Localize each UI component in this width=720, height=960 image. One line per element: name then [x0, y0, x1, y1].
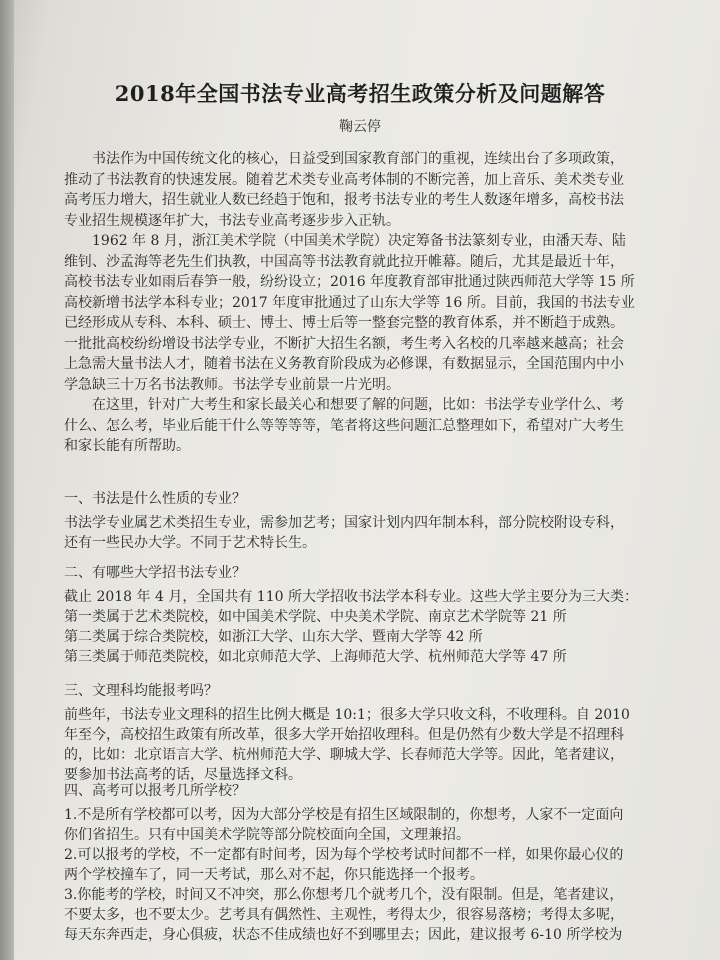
paragraph-line: 书法作为中国传统文化的核心，日益受到国家教育部门的重视，连续出台了多项政策，: [92, 151, 624, 167]
section-line: 截止 2018 年 4 月，全国共有 110 所大学招收书法学本科专业。这些大学主要分为三大类：: [64, 589, 638, 605]
paragraph-line: 高校书法专业如雨后春笋一般，纷纷设立；2016 年度教育部审批通过陕西师范大学等 15 所: [64, 274, 635, 290]
paragraph-line: 1962 年 8 月，浙江美术学院（中国美术学院）决定筹备书法篆刻专业，由潘天寿、陆: [92, 233, 626, 249]
section-line: 1.不是所有学校都可以考，因为大部分学校是有招生区域限制的，你想考，人家不一定面向: [64, 807, 624, 823]
paragraph-line: 学急缺三十万名书法教师。书法学专业前景一片光明。: [64, 376, 400, 393]
section-line: 第二类属于综合类院校，如浙江大学、山东大学、暨南大学等 42 所: [64, 629, 483, 645]
page-edge-shadow: [0, 0, 14, 960]
paragraph-line: 什么、怎么考，毕业后能干什么等等等等，笔者将这些问题汇总整理如下，希望对广大考生: [64, 417, 624, 434]
paragraph-line: 和家长能有所帮助。: [64, 438, 190, 454]
section-line: 前些年，书法专业文理科的招生比例大概是 10:1；很多大学只收文科，不收理科。自 2010: [64, 707, 630, 723]
paragraph-line: 在这里，针对广大考生和家长最关心和想要了解的问题，比如：书法学专业学什么、考: [92, 397, 624, 413]
section-heading: 三、文理科均能报考吗？: [64, 683, 218, 699]
paragraph-line: 已经形成从专科、本科、硕士、博士、博士后等一整套完整的教育体系，并不断趋于成熟。: [64, 315, 624, 331]
section-heading: 四、高考可以报考几所学校？: [64, 783, 246, 799]
author-name: 鞠云停: [339, 119, 381, 135]
paragraph-line: 专业招生规模逐年扩大，书法专业高考逐步步入正轨。: [64, 212, 400, 229]
section-heading: 一、书法是什么性质的专业？: [64, 491, 246, 507]
section-line: 的，比如：北京语言大学、杭州师范大学、聊城大学、长春师范大学等。因此，笔者建议，: [64, 747, 624, 763]
paragraph-line: 上急需大量书法人才，随着书法在义务教育阶段成为必修课，有数据显示，全国范围内中小: [64, 356, 624, 372]
section-line: 每天东奔西走，身心俱疲，状态不佳成绩也好不到哪里去；因此，建议报考 6-10 所学校为: [64, 927, 623, 943]
section-line: 2.可以报考的学校，不一定都有时间考，因为每个学校考试时间都不一样，如果你最心仪的: [64, 847, 624, 863]
section-line: 书法学专业属艺术类招生专业，需参加艺考；国家计划内四年制本科，部分院校附设专科，: [64, 515, 624, 531]
paragraph-line: 高考压力增大，招生就业人数已经趋于饱和，报考书法专业的考生人数逐年增多，高校书法: [64, 192, 624, 208]
section-line: 3.你能考的学校，时间又不冲突，那么你想考几个就考几个，没有限制。但是，笔者建议，: [64, 887, 624, 903]
section-line: 你们省招生。只有中国美术学院等部分院校面向全国，文理兼招。: [64, 827, 470, 843]
section-line: 还有一些民办大学。不同于艺术特长生。: [64, 535, 316, 551]
paragraph-line: 高校新增书法学本科专业；2017 年度审批通过了山东大学等 16 所。目前，我国的书法专业: [64, 294, 635, 311]
section-line: 两个学校撞车了，同一天考试，那么对不起，你只能选择一个报考。: [64, 867, 484, 883]
document-title: 2018年全国书法专业高考招生政策分析及问题解答: [114, 81, 606, 106]
section-line: 第一类属于艺术类院校，如中国美术学院、中央美术学院、南京艺术学院等 21 所: [64, 609, 567, 625]
section-heading: 二、有哪些大学招书法专业？: [64, 565, 246, 581]
paragraph-line: 推动了书法教育的快速发展。随着艺术类专业高考体制的不断完善，加上音乐、美术类专业: [64, 171, 624, 188]
section-line: 第三类属于师范类院校，如北京师范大学、上海师范大学、杭州师范大学等 47 所: [64, 649, 567, 665]
section-line: 要参加书法高考的话，尽量选择文科。: [64, 767, 302, 783]
section-line: 年至今，高校招生政策有所改革，很多大学开始招收理科。但是仍然有少数大学是不招理科: [64, 727, 624, 743]
paragraph-line: 一批批高校纷纷增设书法学专业，不断扩大招生名额，考生考入名校的几率越来越高；社会: [64, 335, 624, 352]
paragraph-line: 维钊、沙孟海等老先生们执教，中国高等书法教育就此拉开帷幕。随后，尤其是最近十年，: [64, 253, 624, 270]
section-line: 不要太多，也不要太少。艺考具有偶然性、主观性，考得太少，很容易落榜；考得太多呢，: [64, 907, 624, 923]
